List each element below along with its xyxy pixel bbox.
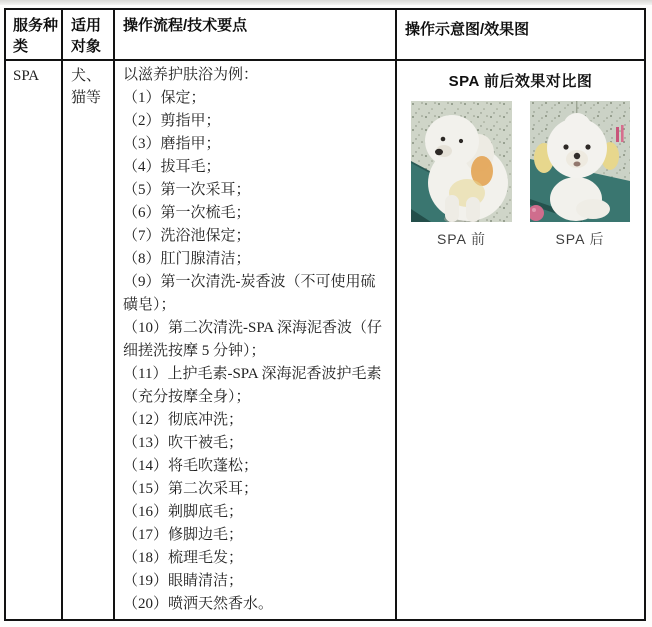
- header-applicable: 适用对象: [63, 10, 115, 59]
- step-line: （14）将毛吹蓬松；: [123, 458, 259, 474]
- header-diagram: 操作示意图/效果图: [405, 21, 530, 38]
- spa-procedure-table: [4, 8, 646, 621]
- spa-before-figure: [411, 101, 512, 249]
- process-step-list: [123, 87, 389, 616]
- step-line: （8）肛门腺清洁；: [123, 251, 251, 267]
- figure-title: SPA 前后效果对比图: [448, 73, 593, 90]
- process-intro: 以滋养护肤浴为例：: [123, 67, 259, 83]
- cell-process-steps: [115, 61, 397, 619]
- step-line: （15）第二次采耳；: [123, 481, 259, 497]
- scan-edge-artifact: [0, 0, 652, 5]
- step-line: （16）剃脚底毛；: [123, 504, 244, 520]
- caption-before: SPA 前: [436, 231, 487, 247]
- step-line: （1）保定；: [123, 90, 206, 106]
- step-line: （13）吹干被毛；: [123, 435, 244, 451]
- step-line: （9）第一次清洗-炭香波（不可使用硫磺皂）；: [123, 274, 376, 313]
- step-line: （4）拔耳毛；: [123, 159, 221, 175]
- step-line: （3）磨指甲；: [123, 136, 221, 152]
- step-line: （17）修脚边毛；: [123, 527, 244, 543]
- table-body-row: [6, 61, 644, 619]
- step-line: （18）梳理毛发；: [123, 550, 244, 566]
- spa-after-photo: [530, 101, 630, 222]
- step-line: （20）喷洒天然香水。: [123, 596, 274, 612]
- table-header-row: [6, 10, 644, 61]
- step-line: （11）上护毛素-SPA 深海泥香波护毛素（充分按摩全身）；: [123, 366, 382, 405]
- spa-after-figure: [530, 101, 630, 249]
- step-line: （2）剪指甲；: [123, 113, 221, 129]
- step-line: （10）第二次清洗-SPA 深海泥香波（仔细搓洗按摩 5 分钟）；: [123, 320, 383, 359]
- caption-after: SPA 后: [555, 231, 605, 247]
- step-line: （7）洗浴池保定；: [123, 228, 251, 244]
- spa-before-photo: [411, 101, 512, 222]
- header-process: 操作流程/技术要点: [115, 10, 397, 59]
- step-line: （5）第一次采耳；: [123, 182, 251, 198]
- comparison-photos: [401, 101, 640, 249]
- step-line: （12）彻底冲洗；: [123, 412, 244, 428]
- cell-diagram: [397, 61, 644, 619]
- header-service-type: 服务种类: [6, 10, 63, 59]
- cell-applicable: 犬、猫等: [63, 61, 115, 619]
- step-line: （19）眼睛清洁；: [123, 573, 244, 589]
- step-line: （6）第一次梳毛；: [123, 205, 251, 221]
- cell-service-type: SPA: [6, 61, 63, 619]
